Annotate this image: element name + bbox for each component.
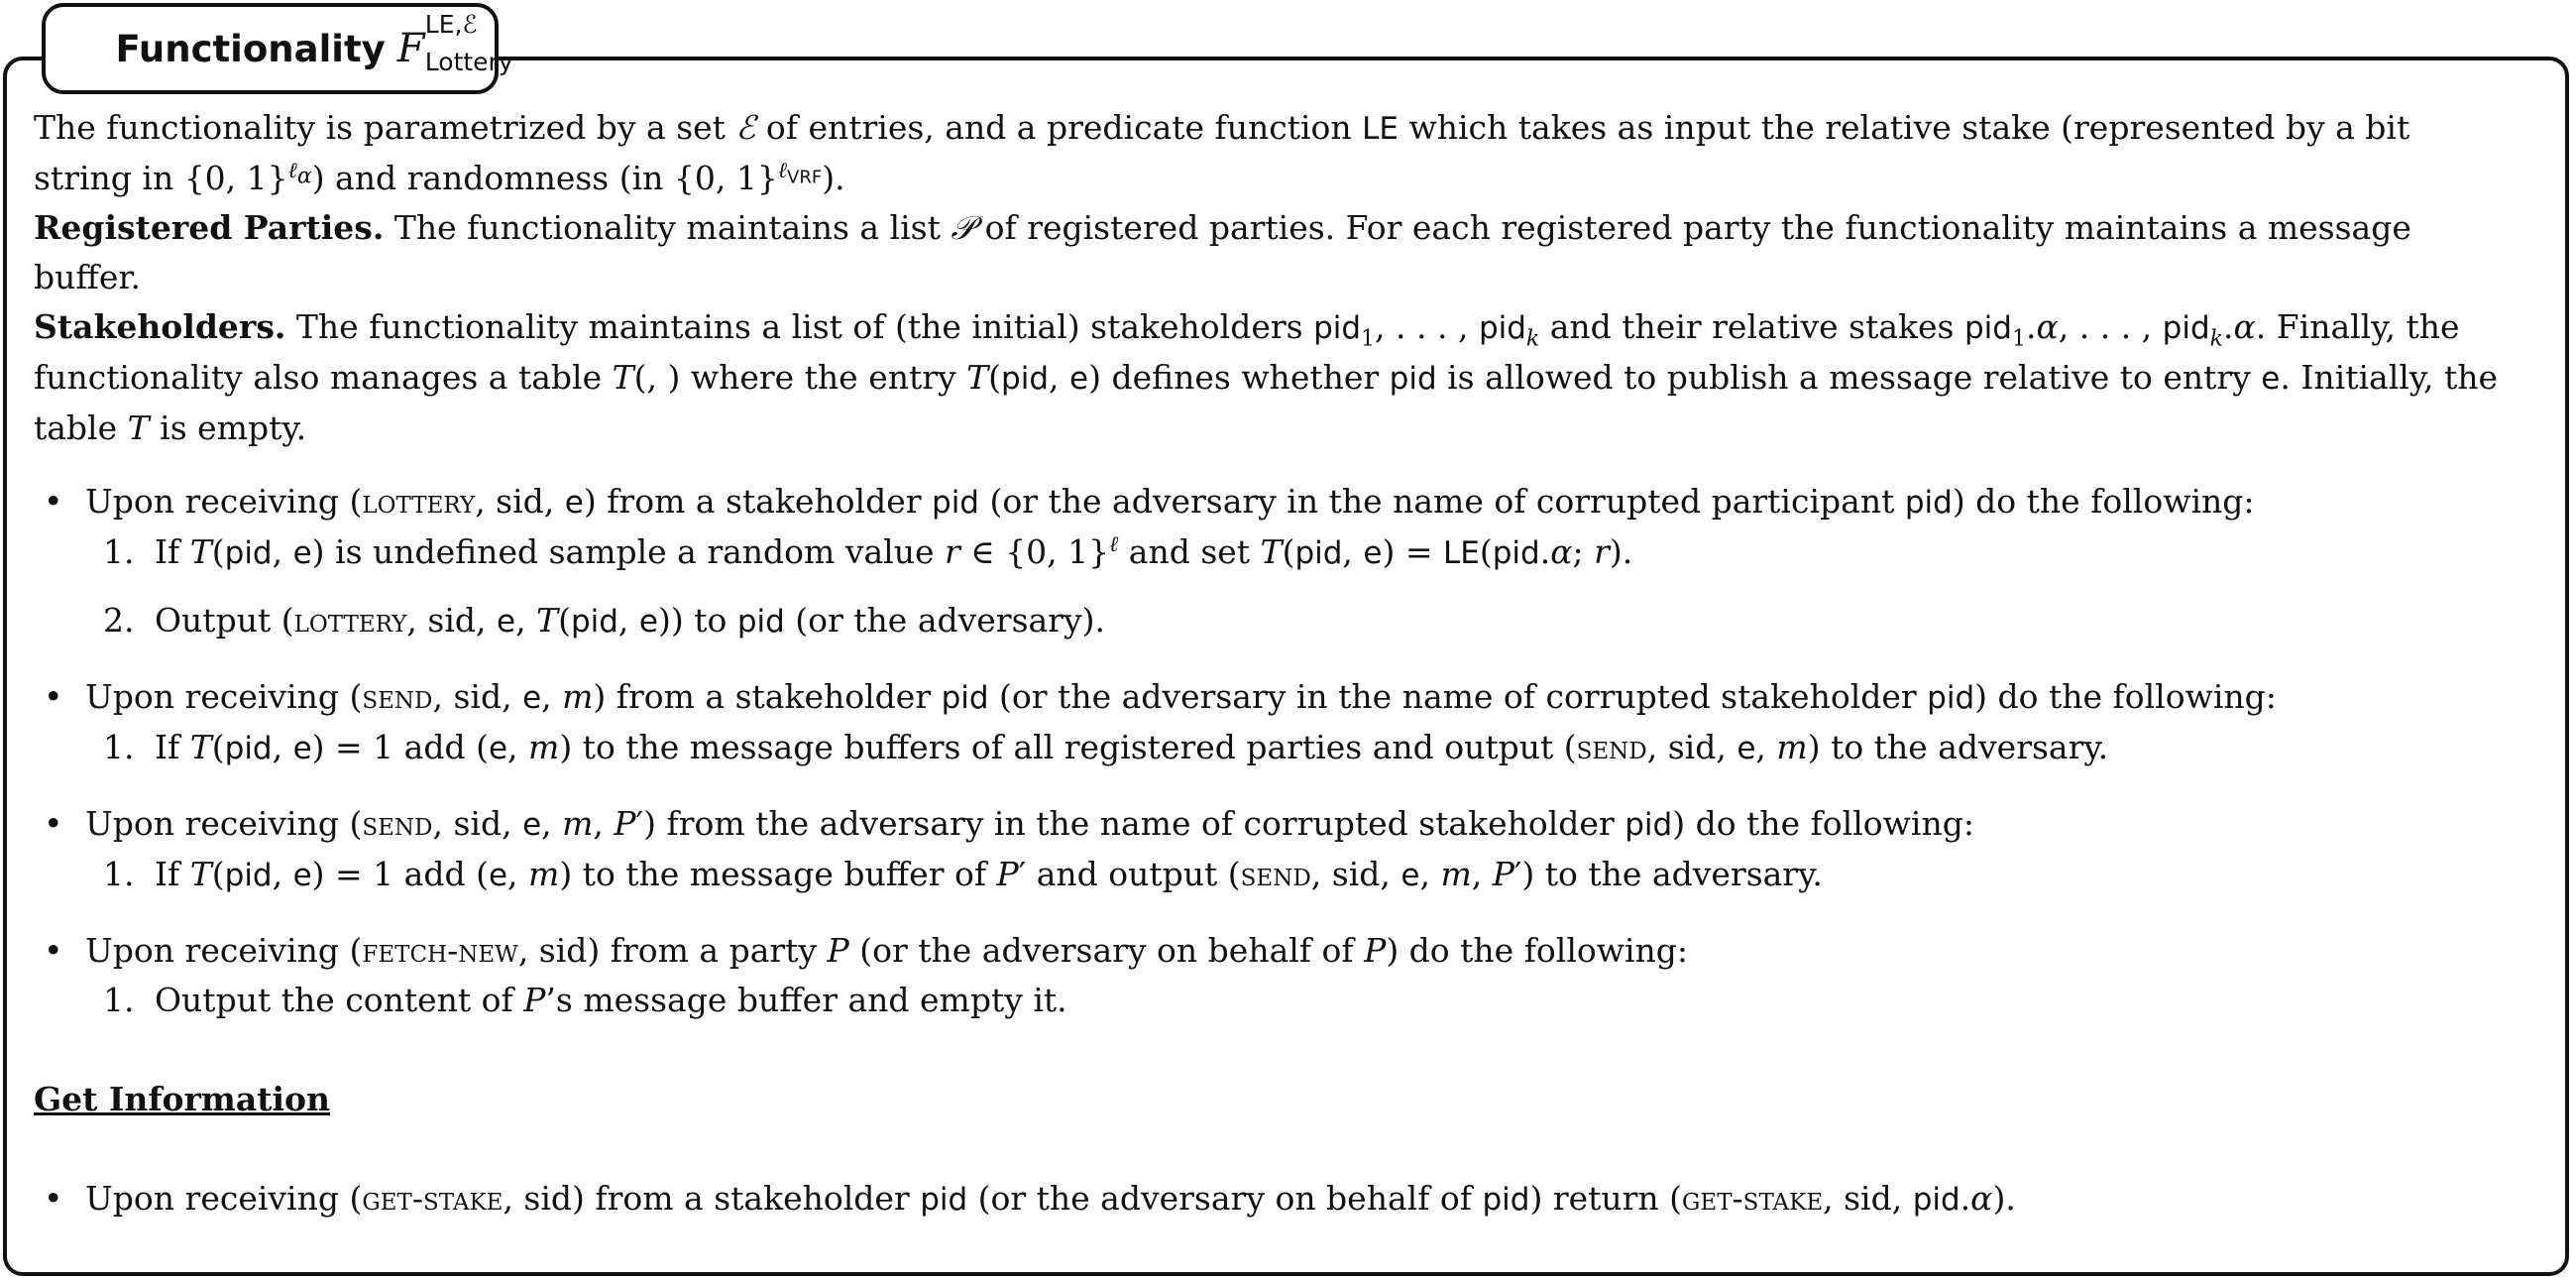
lottery-step-1: 1. If T(pid, e) is undefined sample a random value r ∈ {0, 1}$^\ell$ and set T(pid, e) = LE(pid.α; r).: [103, 532, 1633, 571]
registered-parties-paragraph: Registered Parties. The functionality maintains a list 𝒫 of registered parties. For each registered party the functionality maintains a message buffer.: [34, 208, 2411, 296]
functionality-title: [42, 3, 513, 94]
stakeholders-heading: Stakeholders.: [34, 307, 286, 346]
get-information-heading: Get Information: [34, 1080, 331, 1118]
fetch-new-command: • Upon receiving (fetch-new, sid) from a party P (or the adversary on behalf of P) do the following: 1. Output the content of P’s message buffer and empty it.: [34, 926, 2516, 1025]
title-symbol: F LE,ℰ Lottery: [396, 10, 513, 76]
functionality-body: [34, 103, 2516, 1224]
title-label: Functionality: [115, 27, 386, 70]
send-step-1: 1. If T(pid, e) = 1 add (e, m) to the message buffers of all registered parties and output (send, sid, e, m) to the adversary.: [103, 728, 2109, 766]
lottery-command: • Upon receiving (lottery, sid, e) from a stakeholder pid (or the adversary in the name of corrupted participant pid) do the following: 1. If T(pid, e) is undefined sample a random value r ∈ {0, 1}$^\ell$ and set T(pid, e) = LE(pid.α; r). 2. Output (lottery, sid, e, T(pid, e)) to pid (or the adversary).: [34, 477, 2516, 646]
get-information-list: [34, 1174, 2516, 1224]
command-list: [34, 477, 2516, 1025]
fetch-new-step-1: 1. Output the content of P’s message buffer and empty it.: [103, 981, 1067, 1019]
stakeholders-paragraph: Stakeholders. The functionality maintains a list of (the initial) stakeholders pid$_1$, . . . , pid$_k$ and their relative stakes pid$_1$.α, . . . , pid$_k$.α. Finally, the functionality also manages a table T(, ) where the entry T(pid, e) defines whether pid is allowed to publish a message relative to entry e. Initially, the table T is empty.: [34, 307, 2499, 447]
send-command: • Upon receiving (send, sid, e, m) from a stakeholder pid (or the adversary in the name of corrupted stakeholder pid) do the following: 1. If T(pid, e) = 1 add (e, m) to the message buffers of all registered parties and output (send, sid, e, m) to the adversary.: [34, 672, 2516, 773]
registered-parties-heading: Registered Parties.: [34, 208, 385, 247]
lottery-step-2: 2. Output (lottery, sid, e, T(pid, e)) to pid (or the adversary).: [103, 601, 1105, 640]
send-targeted-step-1: 1. If T(pid, e) = 1 add (e, m) to the message buffer of P′ and output (send, sid, e, m, P′) to the adversary.: [103, 855, 1823, 893]
intro-paragraph: The functionality is parametrized by a set ℰ of entries, and a predicate function LE which takes as input the relative stake (represented by a bit string in {0, 1}$^{\ell_\alpha}$) and randomness (in {0, 1}$^{\ell_{VRF}}$).: [34, 108, 2410, 197]
send-targeted-command: • Upon receiving (send, sid, e, m, P′) from the adversary in the name of corrupted stakeholder pid) do the following: 1. If T(pid, e) = 1 add (e, m) to the message buffer of P′ and output (send, sid, e, m, P′) to the adversary.: [34, 799, 2516, 900]
title-superscript: LE,ℰ: [424, 10, 478, 39]
get-stake-command: • Upon receiving (get-stake, sid) from a stakeholder pid (or the adversary on behalf of pid) return (get-stake, sid, pid.α).: [34, 1174, 2516, 1224]
title-subscript: Lottery: [424, 48, 513, 76]
